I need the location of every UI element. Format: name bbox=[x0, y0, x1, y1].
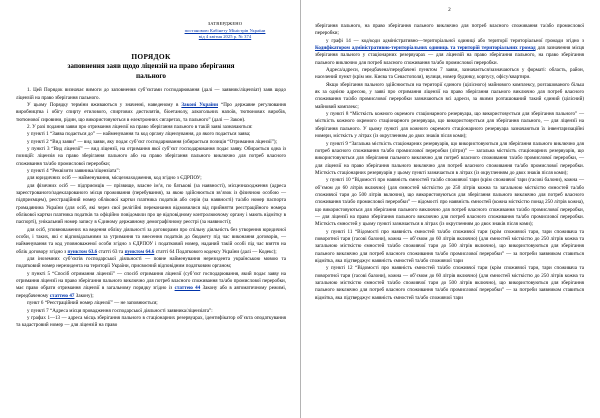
page-right bbox=[301, 0, 600, 418]
clause-item-3-text: у пункті 3 “Вид ліцензії” — вид ліцензії, на отримання якої суб’єкт господарювання подає заяву. Обирається одна із позицій: ліцензія на право зберігання пального або на право зберігання пального виключно для потреб власного споживання та/або промислової переробки; bbox=[16, 145, 286, 167]
clause-item-7 bbox=[16, 308, 286, 315]
clause-item-4-foreign bbox=[16, 256, 286, 271]
page-subtitle-line1: заповнення заяв щодо ліцензій на право зберігання bbox=[67, 62, 235, 71]
clause-item-9 bbox=[315, 141, 584, 178]
clause-item-4-text: у пункті 4 “Реквізити заявника/ліцензіата”: bbox=[27, 167, 121, 174]
approval-block bbox=[164, 21, 286, 41]
continued-paragraph bbox=[315, 23, 584, 38]
tax-code-63-6-link[interactable]: пунктом 63.6 bbox=[67, 248, 98, 255]
clause-item-12 bbox=[315, 265, 584, 302]
clause-item-7-column-14: у графі 14 — код/коди адміністративно—територіальної одиниці або території територіальної громади згідно з Кодифікатором адміністративно-територіальних одиниць та територій територіальних громад для зазначення місця зберігання пального у стаціонарних резервуарах — для ліцензій на право зберігання пального, на право зберігання пального виключно для потреб власного споживання та/або промислової переробки. bbox=[315, 37, 584, 66]
page-subtitle-line2: пального bbox=[135, 71, 167, 80]
clause-item-11 bbox=[315, 229, 584, 266]
clause-item-7-text: у пункті 7 “Адреса місця провадження господарської діяльності заявника/ліцензіата”: bbox=[27, 307, 213, 314]
clause-item-10 bbox=[315, 177, 584, 228]
clause-item-2 bbox=[16, 139, 286, 146]
approval-authority-link[interactable]: постановою Кабінету Міністрів України bbox=[184, 27, 266, 33]
clause-terms-definition: У цьому Порядку терміни вживаються у значенні, наведеному в Законі України “Про державне регулювання виробництва і обігу спирту етилового, спиртових дистилятів, біоетанолу, алкогольних напоїв, тютюнових виробів, тютюнової сировини, рідин, що використовуються в електронних сигаретах, та пального” (далі — Закон). bbox=[16, 101, 286, 123]
clause-2-text: 2. У разі подання заяви про отримання ліцензії на право зберігання пального в такій заяві зазначаються: bbox=[27, 123, 253, 130]
clause-item-3 bbox=[16, 146, 286, 168]
tax-code-64-6-link[interactable]: пунктом 64.6 bbox=[124, 248, 155, 255]
article-47-link[interactable]: статтею 47 bbox=[49, 292, 75, 299]
clause-item-6-text: пункт 6 “Реєстраційний номер ліцензії” — не заповнюється; bbox=[27, 300, 158, 307]
clause-1-text: 1. Цей Порядок визначає вимоги до заповнення суб’єктами господарювання (далі — заявник/ліцензіат) заяв щодо ліцензій на право зберігання пального. bbox=[16, 87, 286, 101]
right-column-body bbox=[315, 23, 584, 302]
clause-item-9-text: у пункті 9 “Загальна місткість стаціонарних резервуарів, що використовуються для зберігання пального виключно для потреб власного споживання та/або промислової переробки (літри)” — загальна місткість стаціонарних резервуарів, що використовуються для зберігання пального виключно для потреб власного споживання та/або промислової переробки, — для ліцензії на право зберігання пального виключно для потреб власного споживання та/або промислової переробки. Місткість стаціонарних резервуарів у цьому пункті зазначається в літрах (із округленням до двох знаків після коми); bbox=[315, 140, 584, 176]
clause-item-7-columns-text: у графах 1—13 — адреса місць зберігання пального в стаціонарних резервуарах, ідентифікатор об’єкта оподаткування та кадастровий номер — для ліцензій на право bbox=[16, 314, 286, 329]
clause-item-8 bbox=[315, 111, 584, 140]
clause-item-4-legal bbox=[16, 175, 286, 182]
clause-item-4-joint-activity: для осіб, уповноважених на ведення обліку діяльності за договорами про спільну діяльність без утворення юридичної особи, і таких, які є відповідальними за утримання та внесення податків до бюджету під час виконання договорів, — найменування та код уповноваженої особи згідно з ЄДРПОУ і податковий номер, наданий такій особі під час взяття на облік договору згідно з пунктом 63.6 статті 63 та пунктом 64.6 статті 64 Податкового кодексу України (далі — Кодекс); bbox=[16, 226, 286, 255]
property-complex-paragraph bbox=[315, 82, 584, 111]
left-column-body bbox=[16, 87, 286, 329]
clause-item-4-individual-text: для фізичних осіб — підприємців — прізвище, власне ім’я, по батькові (за наявності), місцезнаходження (адреса зареєстрованого/задекларованого місця проживання (перебування), за якою здійснюється зв’язок із фізичною особою — підприємцем), реєстраційний номер облікової картки платника податків або серія (за наявності) та/або номер паспорта громадянина України (для осіб, які через свої релігійні переконання відмовилися від прийняття реєстраційного номера облікової картки платника податків та офіційно повідомили про це відповідному контролюючому органу і мають відмітку в паспорті), унікальний номер запису в Єдиному державному демографічному реєстрі (за наявності); bbox=[16, 182, 286, 226]
approval-date-link[interactable]: від 4 квітня 2025 р. № 374 bbox=[198, 34, 252, 40]
page-left-number bbox=[16, 6, 286, 16]
clause-item-1-text: у пункті 1 “Заява подається до” — найменування та код органу ліцензування, до якого подається заява; bbox=[27, 131, 251, 138]
law-ukraine-link[interactable]: Законі України bbox=[181, 101, 218, 108]
property-complex-text: Якщо зберігання пального здійснюється на території єдиного (цілісного) майнового комплексу, розташованого більш як за однією адресою, у заяві про отримання ліцензії на право зберігання пального виключно для потреб власного споживання та/або промислової переробки зазначаються всі адреси, за якими розташований такий єдиний (цілісний) майновий комплекс; bbox=[315, 81, 584, 110]
clause-item-4-foreign-text: для іноземних суб’єктів господарської діяльності — повне найменування нерезидента українською мовою та податковий номер нерезидента на території України, присвоєний відповідним податковим органом; bbox=[16, 256, 286, 270]
classifier-link[interactable]: Кодифікатором адміністративно-територіальних одиниць та територій територіальних громад bbox=[315, 45, 536, 52]
approval-heading: ЗАТВЕРДЖЕНО bbox=[207, 21, 243, 26]
clause-item-4-legal-text: для юридичних осіб — найменування, місцезнаходження, код згідно з ЄДРПОУ; bbox=[27, 175, 202, 182]
clause-item-5: у пункті 5 “Спосіб отримання ліцензії” — спосіб отримання ліцензії (суб’єкт господарювання, який подає заяву на отримання ліцензії на право зберігання пального виключно для потреб власного споживання та/або промислової переробки, має право обрати отримання ліцензії в загальному порядку згідно із статтею 44 Закону або в автоматичному режимі, передбаченому статтею 47 Закону); bbox=[16, 270, 286, 299]
clause-item-12-text: у пункті 12 “Відомості про наявність ємностей та/або споживчої тари (крім споживчої тари, тари споживача та поворотної тари (гасові балони), кожна — об’ємом до 60 літрів включно) (для ємностей місткістю до 250 літрів кожна та загальною місткістю ємностей та/або споживчої тари до 500 літрів включно), що використовуються для зберігання пального виключно для потреб власного споживання та/або промислової переробки” — за потреби заявником ставиться відмітка, яка підтверджує наявність ємностей та/або споживчої тари bbox=[315, 265, 584, 301]
clause-item-7-columns bbox=[16, 315, 286, 330]
clause-item-8-text: у пункті 8 “Місткість кожного окремого стаціонарного резервуара, що використовується для зберігання пального” — місткість кожного окремого стаціонарного резервуара, що використовується для зберігання пального, — для ліцензії на зберігання пального. У цьому пункті для кожного окремого стаціонарного резервуара зазначаються їх інвентаризаційні номери, місткість у літрах (із округленням до двох знаків після коми); bbox=[315, 111, 584, 140]
page-title: ПОРЯДОК bbox=[131, 51, 171, 61]
clause-item-6 bbox=[16, 300, 286, 307]
clause-item-10-text: у пункті 10 “Відомості про наявність ємностей та/або споживчої тари (крім споживчої тари (гасові балони), кожна — об’ємом до 60 літрів включно) (для ємностей місткістю до 250 літрів кожна та загальною місткістю ємностей та/або споживчої тари до 500 літрів включно), що використовуються для зберігання пального виключно для потреб власного споживання та/або промислової переробки” — відомості про наявність ємностей (кожна місткістю понад 250 літрів кожна), що використовуються для зберігання пального виключно для потреб власного споживання та/або промислової переробки, — для ліцензії на право зберігання пального виключно для потреб власного споживання та/або промислової переробки. Місткість ємностей у цьому пункті зазначається в літрах (із округленням до двох знаків після коми); bbox=[315, 177, 584, 228]
clause-item-1 bbox=[16, 131, 286, 138]
clause-item-11-text: у пункті 11 “Відомості про наявність ємностей та/або споживчої тари (крім споживчої тари, тари споживача та поворотної тари (гасові балони), кожна — об’ємом до 60 літрів включно) (для ємностей місткістю до 250 літрів кожна та загальною місткістю ємностей та/або споживчої тари до 500 літрів включно), що використовуються для зберігання пального виключно для потреб власного споживання та/або промислової переробки” — за потреби заявником ставиться відмітка, яка підтверджує наявність ємностей та/або споживчої тари bbox=[315, 228, 584, 264]
address-format-text: Адреса/адреси, передбачена/передбачені пунктом 7 заяви, зазначається/зазначаються у форматі: область, район, населений пункт (крім мм. Києва та Севастополя), вулиця, номер будинку, корпусу, офісу/квартири. bbox=[315, 67, 584, 81]
clause-item-2-text: у пункті 2 “Вид заяви” — вид заяви, яку подає суб’єкт господарювання (обирається позиція “Отримання ліцензії”); bbox=[27, 138, 277, 145]
continued-paragraph-text: зберігання пального, на право зберігання пального виключно для потреб власного споживання та/або промислової переробки; bbox=[315, 23, 584, 37]
address-format-paragraph bbox=[315, 67, 584, 82]
page-right-number: 2 bbox=[448, 7, 451, 13]
article-44-link[interactable]: статтею 44 bbox=[174, 285, 201, 292]
clause-item-4-individual bbox=[16, 183, 286, 227]
clause-1 bbox=[16, 87, 286, 102]
